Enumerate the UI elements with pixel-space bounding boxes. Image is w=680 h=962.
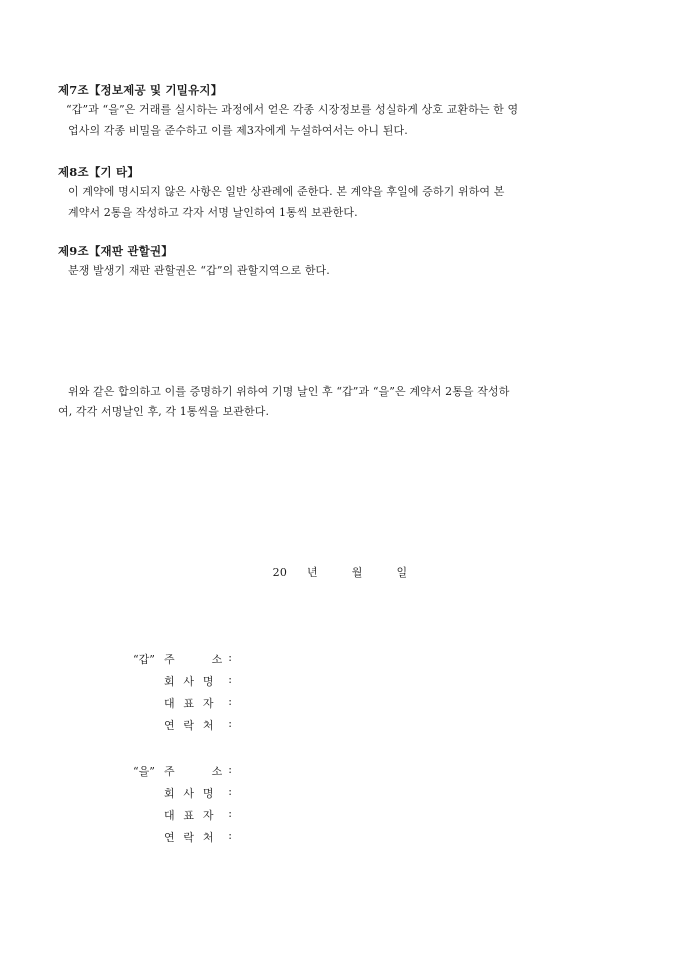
closing-line-2: 여, 각각 서명날인 후, 각 1통씩을 보관한다. — [58, 405, 270, 418]
article-8-line-1: 이 계약에 명시되지 않은 사항은 일반 상관례에 준한다. 본 계약을 후일에 증하기 위하여 본 — [68, 185, 505, 198]
article-9-heading: 제9조【재판 관할권】 — [58, 244, 173, 258]
party-a-address-label: 주 소 : — [164, 651, 232, 666]
party-b-address-label: 주 소 : — [164, 763, 232, 778]
article-8-line-2: 계약서 2통을 작성하고 각자 서명 날인하여 1통씩 보관한다. — [68, 206, 358, 219]
article-7-line-1: “갑”과 “을”은 거래를 실시하는 과정에서 얻은 각종 시장정보를 성실하게 상호 교환하는 한 영 — [66, 103, 519, 116]
party-a-contact-label: 연 락 처 : — [164, 717, 232, 732]
party-b-representative-label: 대 표 자 : — [164, 807, 232, 822]
date-day: 일 — [396, 566, 408, 579]
article-8-heading: 제8조【기 타】 — [58, 165, 140, 179]
party-b-label: “을” — [133, 765, 155, 778]
party-a-representative-label: 대 표 자 : — [164, 695, 232, 710]
party-a-company-label: 회 사 명 : — [164, 673, 232, 688]
date-month: 월 — [351, 566, 363, 579]
article-9-line-1: 분쟁 발생기 재판 관할권은 “갑”의 관할지역으로 한다. — [68, 264, 330, 277]
article-7-line-2: 업사의 각종 비밀을 준수하고 이를 제3자에게 누설하여서는 아니 된다. — [68, 124, 408, 137]
article-7-heading: 제7조【정보제공 및 기밀유지】 — [58, 83, 223, 97]
party-b-contact-label: 연 락 처 : — [164, 829, 232, 844]
date-year-prefix: 20 — [272, 566, 288, 579]
party-a-label: “갑” — [133, 653, 155, 666]
contract-date — [0, 564, 680, 580]
closing-line-1: 위와 같은 합의하고 이를 증명하기 위하여 기명 날인 후 “갑”과 “을”은 계약서 2통을 작성하 — [68, 385, 510, 398]
party-b-company-label: 회 사 명 : — [164, 785, 232, 800]
date-year-suffix: 년 — [307, 566, 318, 579]
